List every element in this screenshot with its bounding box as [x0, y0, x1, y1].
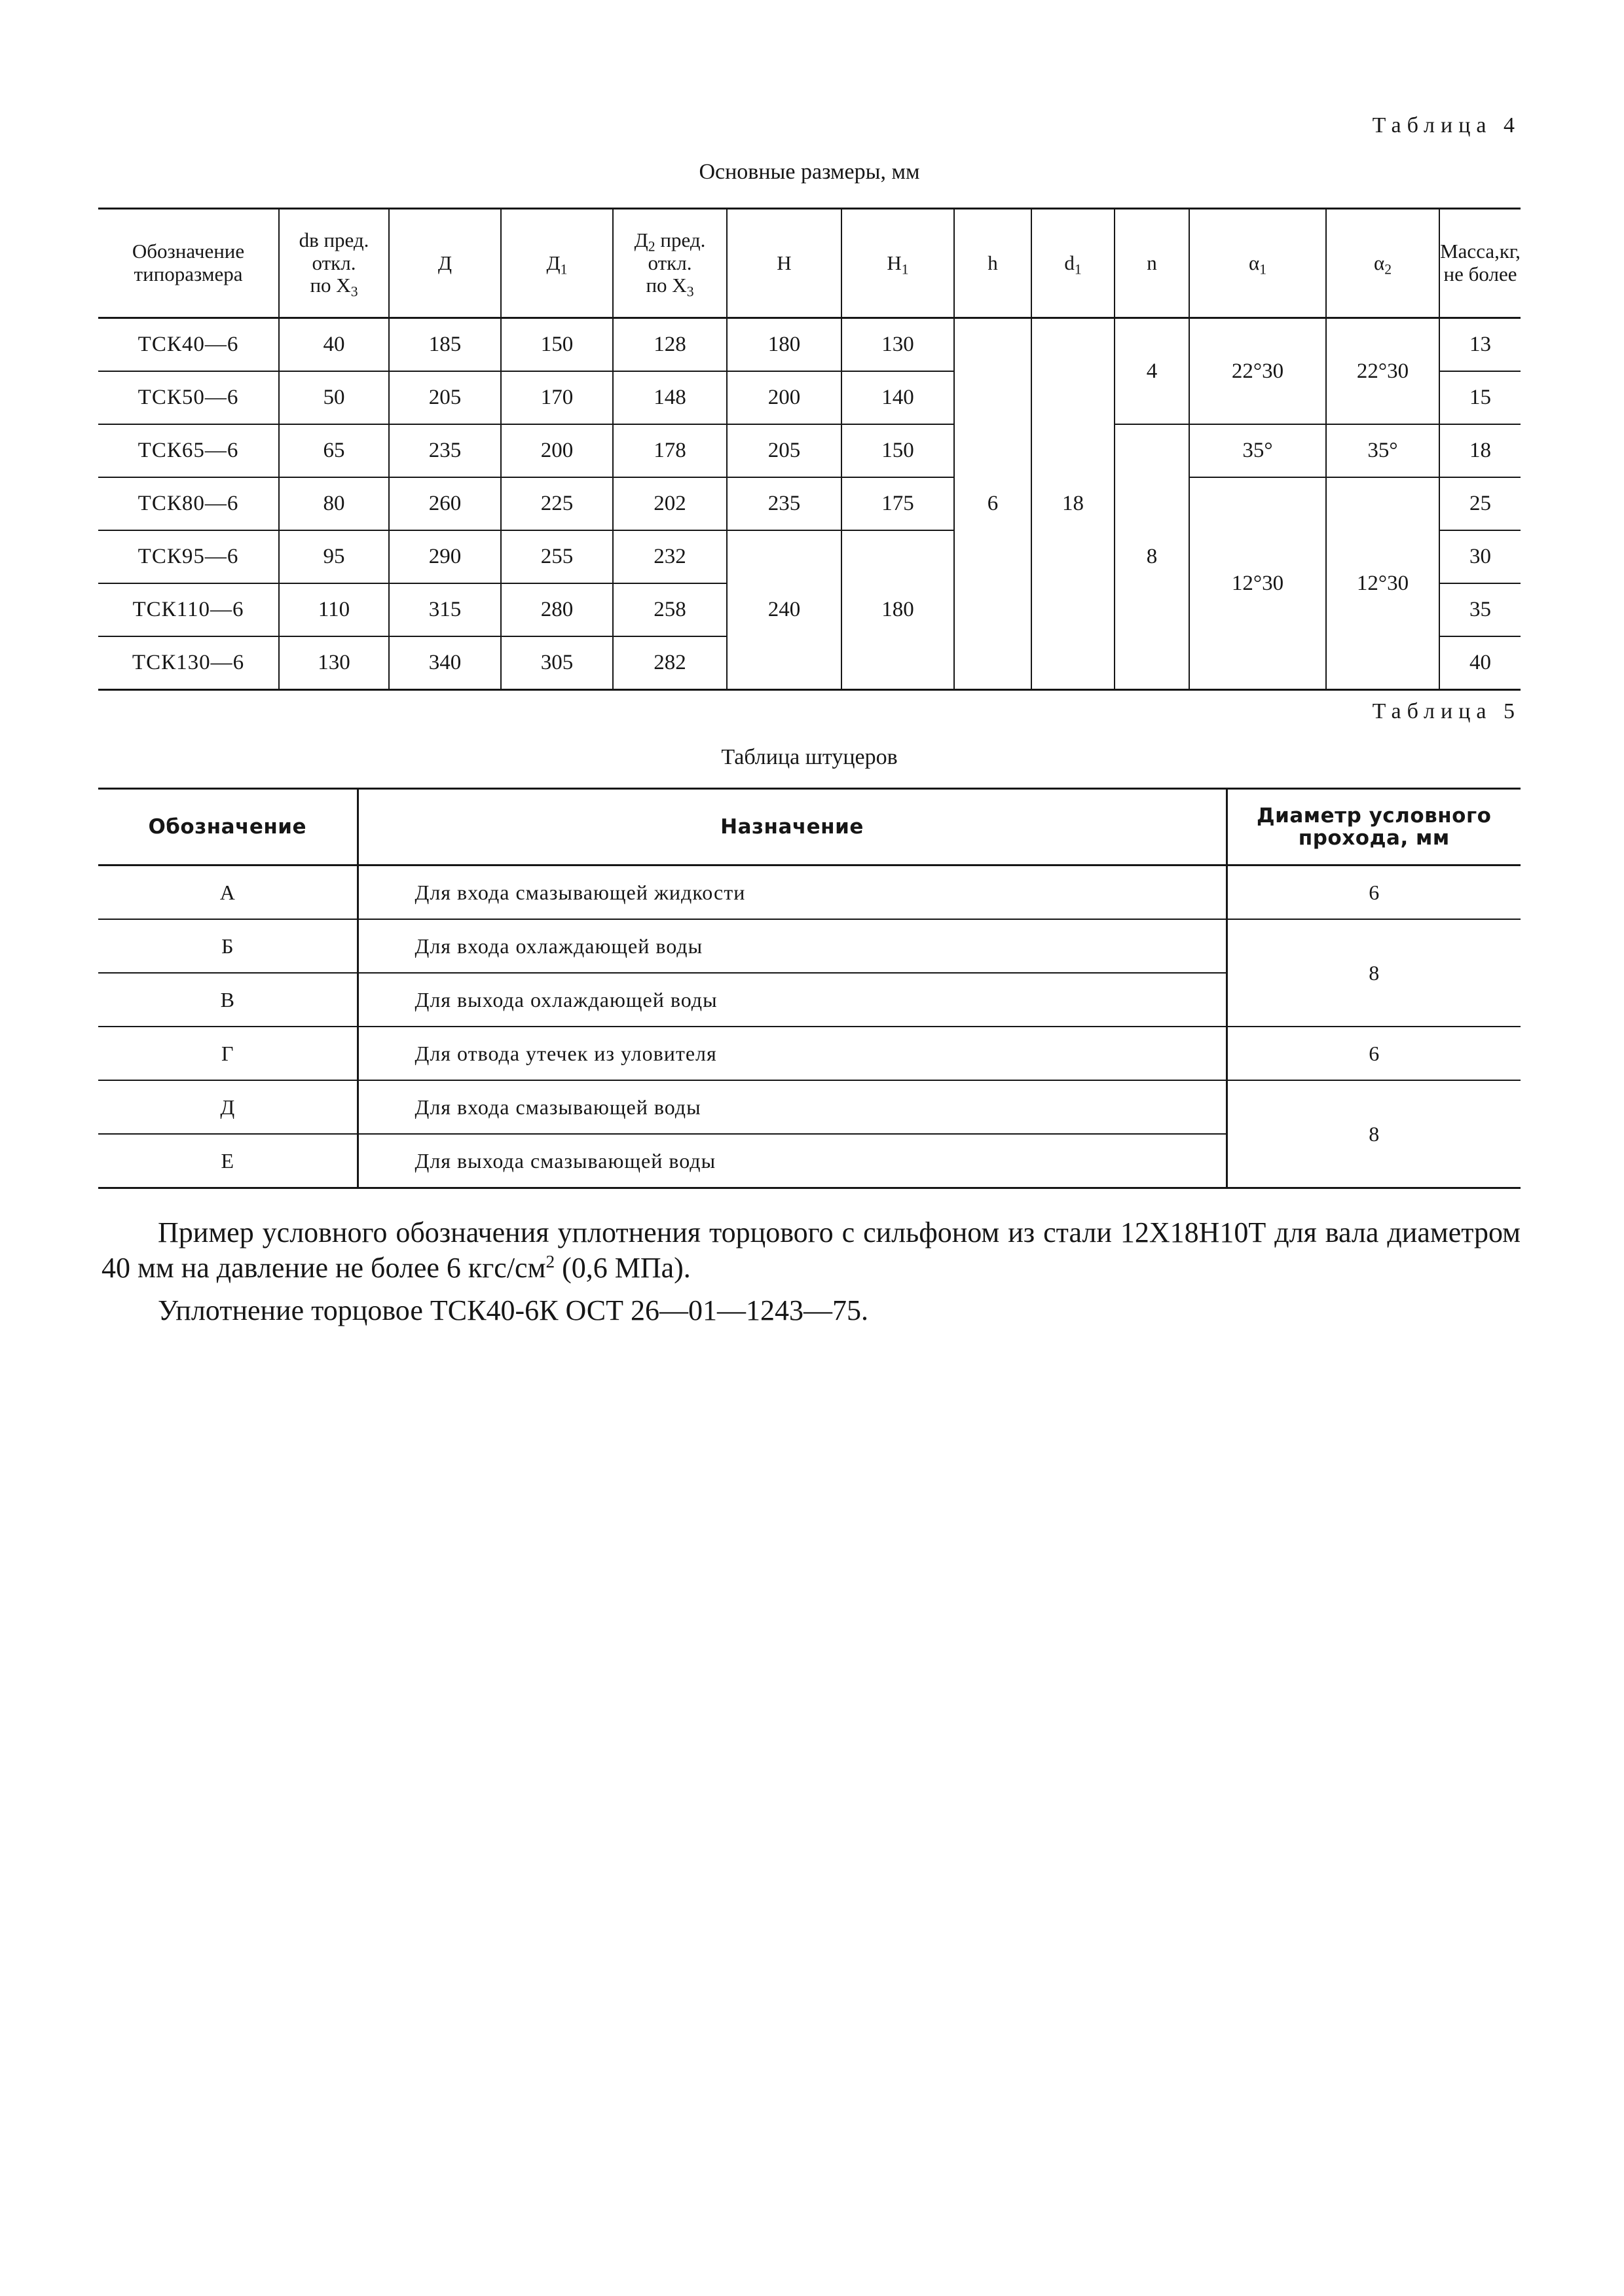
dv-cell: 95 — [279, 530, 389, 583]
d1-cell: 18 — [1031, 318, 1115, 690]
alpha1-cell: 35° — [1189, 424, 1326, 477]
table-row — [98, 866, 1521, 920]
H1-cell: 150 — [841, 424, 954, 477]
H-cell: 240 — [727, 530, 841, 690]
D1-cell: 280 — [501, 583, 613, 636]
header-D: Д — [389, 209, 501, 318]
D-cell: 315 — [389, 583, 501, 636]
fitting-designation: Б — [98, 919, 358, 973]
table5-caption: Таблица 5 — [1372, 699, 1521, 723]
mass-cell: 15 — [1439, 371, 1521, 424]
size-designation: ТСК130—6 — [98, 636, 279, 690]
H-cell: 205 — [727, 424, 841, 477]
fitting-purpose: Для входа смазывающей жидкости — [358, 866, 1227, 920]
mass-cell: 30 — [1439, 530, 1521, 583]
D-cell: 260 — [389, 477, 501, 530]
table-row — [98, 1027, 1521, 1080]
alpha1-cell: 12°30 — [1189, 477, 1326, 690]
D2-cell: 128 — [613, 318, 727, 372]
table4-subtitle: Основные размеры, мм — [699, 160, 920, 184]
fittings-table — [98, 788, 1521, 1189]
fitting-purpose: Для отвода утечек из уловителя — [358, 1027, 1227, 1080]
alpha1-cell: 22°30 — [1189, 318, 1326, 425]
table5-subtitle: Таблица штуцеров — [721, 745, 898, 769]
header-H1: $Н_1$ — [841, 209, 954, 318]
fitting-purpose: Для входа смазывающей воды — [358, 1080, 1227, 1134]
header-alpha1: $\alpha_1$ — [1189, 209, 1326, 318]
H1-cell: 130 — [841, 318, 954, 372]
fitting-diameter: 6 — [1227, 866, 1521, 920]
fitting-designation: Г — [98, 1027, 358, 1080]
H-cell: 180 — [727, 318, 841, 372]
mass-cell: 18 — [1439, 424, 1521, 477]
H1-cell: 175 — [841, 477, 954, 530]
H1-cell: 140 — [841, 371, 954, 424]
n-cell: 8 — [1115, 424, 1189, 690]
size-designation: ТСК50—6 — [98, 371, 279, 424]
table-row — [98, 424, 1521, 477]
dv-cell: 40 — [279, 318, 389, 372]
table-row — [98, 318, 1521, 372]
table-row — [98, 919, 1521, 973]
fitting-designation: А — [98, 866, 358, 920]
header-purpose: Назначение — [358, 789, 1227, 866]
fitting-diameter: 8 — [1227, 1080, 1521, 1188]
fitting-diameter: 8 — [1227, 919, 1521, 1027]
D2-cell: 202 — [613, 477, 727, 530]
D-cell: 235 — [389, 424, 501, 477]
h-cell: 6 — [954, 318, 1031, 690]
table4-caption: Таблица 4 — [1372, 113, 1521, 137]
header-diameter: Диаметр условного прохода, мм — [1227, 789, 1521, 866]
fitting-purpose: Для выхода охлаждающей воды — [358, 973, 1227, 1027]
alpha2-cell: 12°30 — [1326, 477, 1439, 690]
D1-cell: 200 — [501, 424, 613, 477]
designation-example: Уплотнение торцовое ТСК40-6К ОСТ 26—01—1243—75. — [158, 1294, 868, 1326]
header-mass: Масса,кг, не более — [1439, 209, 1521, 318]
header-alpha2: $\alpha_2$ — [1326, 209, 1439, 318]
H-cell: 235 — [727, 477, 841, 530]
main-dimensions-table — [98, 208, 1521, 691]
header-dv: dв пред. откл. по $Х_3$ — [279, 209, 389, 318]
mass-cell: 13 — [1439, 318, 1521, 372]
size-designation: ТСК110—6 — [98, 583, 279, 636]
size-designation: ТСК40—6 — [98, 318, 279, 372]
alpha2-cell: 35° — [1326, 424, 1439, 477]
designation-example-paragraph: Пример условного обозначения уплотнения торцового с сильфоном из стали 12Х18Н10Т для вала диаметром 40 мм на давление не более 6 кгс/$см^2$ (0,6 МПа). — [101, 1216, 1521, 1284]
header-D2: $Д_2$ пред. откл. по $Х_3$ — [613, 209, 727, 318]
D-cell: 340 — [389, 636, 501, 690]
table-row — [98, 477, 1521, 530]
mass-cell: 25 — [1439, 477, 1521, 530]
D1-cell: 305 — [501, 636, 613, 690]
table4-header-row — [98, 209, 1521, 318]
fitting-designation: В — [98, 973, 358, 1027]
D2-cell: 258 — [613, 583, 727, 636]
size-designation: ТСК80—6 — [98, 477, 279, 530]
fitting-designation: Е — [98, 1134, 358, 1188]
D2-cell: 148 — [613, 371, 727, 424]
n-cell: 4 — [1115, 318, 1189, 425]
header-H: Н — [727, 209, 841, 318]
fitting-diameter: 6 — [1227, 1027, 1521, 1080]
table-row — [98, 1080, 1521, 1134]
H-cell: 200 — [727, 371, 841, 424]
D1-cell: 150 — [501, 318, 613, 372]
header-designation: Обозначение типоразмера — [98, 209, 279, 318]
mass-cell: 35 — [1439, 583, 1521, 636]
table5-header-row — [98, 789, 1521, 866]
D-cell: 185 — [389, 318, 501, 372]
fitting-purpose: Для выхода смазывающей воды — [358, 1134, 1227, 1188]
header-designation: Обозначение — [98, 789, 358, 866]
dv-cell: 80 — [279, 477, 389, 530]
D2-cell: 232 — [613, 530, 727, 583]
mass-cell: 40 — [1439, 636, 1521, 690]
dv-cell: 50 — [279, 371, 389, 424]
dv-cell: 130 — [279, 636, 389, 690]
header-D1: $Д_1$ — [501, 209, 613, 318]
header-n: n — [1115, 209, 1189, 318]
D-cell: 290 — [389, 530, 501, 583]
alpha2-cell: 22°30 — [1326, 318, 1439, 425]
header-h: h — [954, 209, 1031, 318]
D1-cell: 255 — [501, 530, 613, 583]
dv-cell: 65 — [279, 424, 389, 477]
size-designation: ТСК65—6 — [98, 424, 279, 477]
D-cell: 205 — [389, 371, 501, 424]
D1-cell: 225 — [501, 477, 613, 530]
header-d1: $d_1$ — [1031, 209, 1115, 318]
D2-cell: 178 — [613, 424, 727, 477]
size-designation: ТСК95—6 — [98, 530, 279, 583]
H1-cell: 180 — [841, 530, 954, 690]
fitting-purpose: Для входа охлаждающей воды — [358, 919, 1227, 973]
dv-cell: 110 — [279, 583, 389, 636]
D1-cell: 170 — [501, 371, 613, 424]
D2-cell: 282 — [613, 636, 727, 690]
fitting-designation: Д — [98, 1080, 358, 1134]
